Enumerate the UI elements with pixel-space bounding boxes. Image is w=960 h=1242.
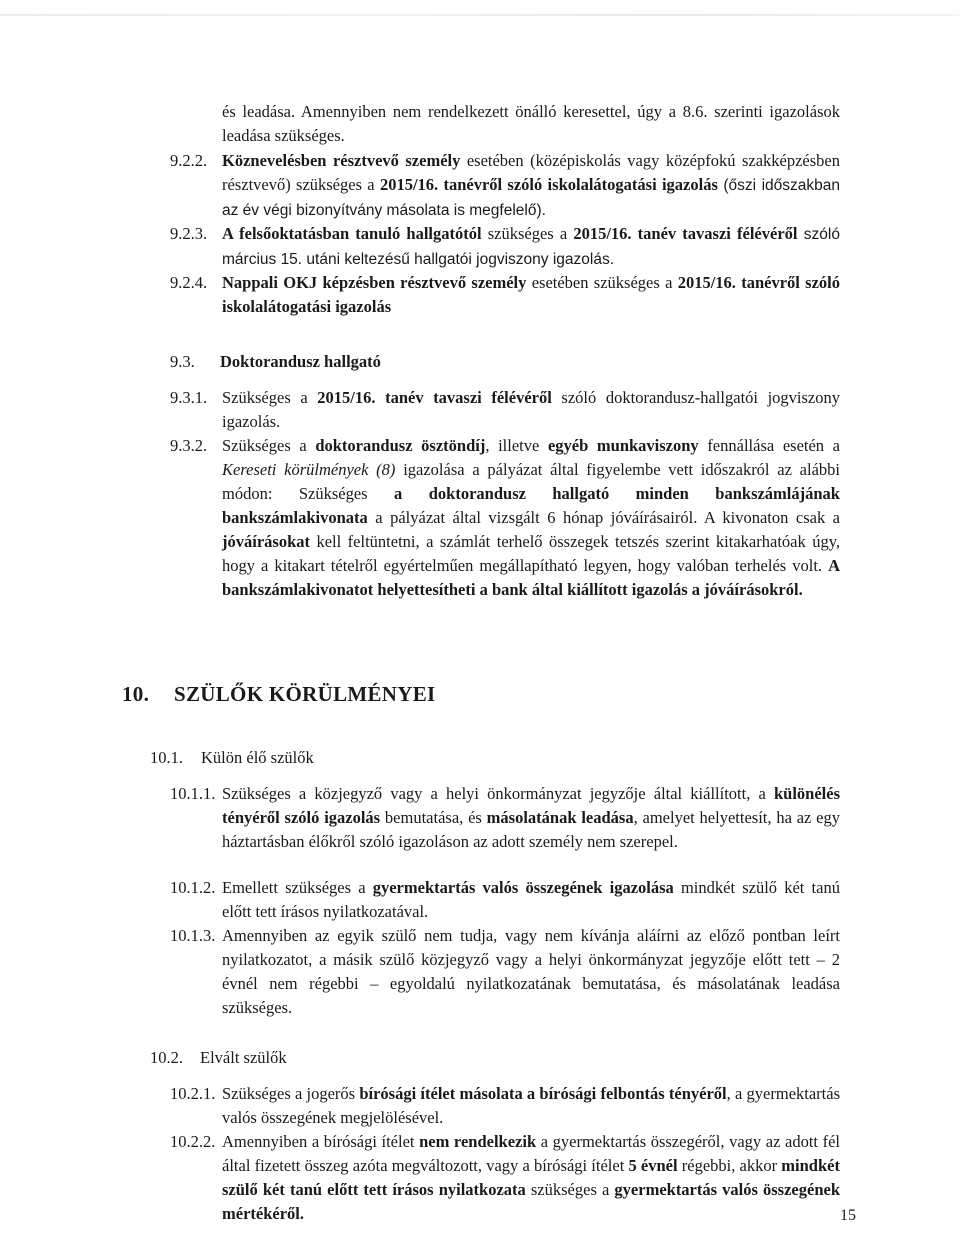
chapter-title: SZÜLŐK KÖRÜLMÉNYEI <box>174 682 436 706</box>
paragraph-continuation: és leadása. Amennyiben nem rendelkezett önálló keresettel, úgy a 8.6. szerinti igazolások leadása szükséges. <box>222 102 840 145</box>
section-number: 10.2. <box>150 1048 183 1067</box>
section-number: 9.3. <box>170 352 195 371</box>
item-text: Emellett szükséges a gyermektartás valós összegének igazolása mindkét szülő két tanú előtt tett írásos nyilatkozatával. <box>222 878 840 921</box>
item-number: 9.2.4. <box>170 273 208 292</box>
section-number: 10.1. <box>150 748 183 767</box>
item-10-2-1 <box>170 1082 840 1130</box>
item-text: Amennyiben a bírósági ítélet nem rendelkezik a gyermektartás összegéről, vagy az adott fél által fizetett összeg azóta megváltozott, vagy a bírósági ítélet 5 évnél régebbi, akkor mindkét szülő két tanú előtt tett írásos nyilatkozata szükséges a gyermektartás valós összegének mértékéről. <box>222 1132 841 1223</box>
item-text: Amennyiben az egyik szülő nem tudja, vagy nem kívánja aláírni az előző pontban leírt nyilatkozatot, a másik szülő közjegyző vagy a helyi önkormányzat jegyzője előtt tett – 2 évnél nem régebbi – egyoldalú nyilatkozatának bemutatása, és másolatának leadása szükséges. <box>222 926 840 1017</box>
item-number: 9.2.3. <box>170 224 208 243</box>
item-9-2-4 <box>170 271 840 319</box>
section-10-1-heading <box>150 746 314 770</box>
item-10-1-1 <box>170 782 840 854</box>
item-text: Szükséges a doktorandusz ösztöndíj, illetve egyéb munkaviszony fennállása esetén a Kereseti körülmények (8) igazolása a pályázat által figyelembe vett időszakról az alábbi módon: Szükséges a doktorandusz hallgató minden bankszámlájának bankszámlakivonata a pályázat által vizsgált 6 hónap jóváírásairól. A kivonaton csak a jóváírásokat kell feltüntetni, a számlát terhelő összegek tetszés szerint kitakarhatóak úgy, hogy a kitakart tételről egyértelműen megállapítható legyen, hogy valóban terhelés volt. A bankszámlakivonatot helyettesítheti a bank által kiállított igazolás a jóváírásokról. <box>222 436 840 599</box>
item-9-2-3 <box>170 222 840 272</box>
item-text: Köznevelésben résztvevő személy esetében (középiskolás vagy középfokú szakképzésben résztvevő) szükséges a 2015/16. tanévről szóló iskolalátogatási igazolás (őszi időszakban az év végi bizonyítvány másolata is megfelelő). <box>222 151 840 219</box>
chapter-10-heading <box>122 682 436 706</box>
section-title: Doktorandusz hallgató <box>220 352 381 371</box>
item-9-3-2 <box>170 434 840 602</box>
section-title: Külön élő szülők <box>201 748 314 767</box>
item-number: 10.1.3. <box>170 926 216 945</box>
item-10-1-2 <box>170 876 840 924</box>
item-9-2-2 <box>170 149 840 223</box>
item-9-3-1 <box>170 386 840 434</box>
scan-edge-artifact <box>0 14 960 16</box>
item-text: Szükséges a jogerős bírósági ítélet másolata a bírósági felbontás tényéről, a gyermektartás valós összegének megjelölésével. <box>222 1084 840 1127</box>
item-number: 10.2.2. <box>170 1132 216 1151</box>
section-10-2-heading <box>150 1046 287 1070</box>
item-10-1-3 <box>170 924 840 1020</box>
item-number: 9.3.1. <box>170 388 208 407</box>
item-number: 10.2.1. <box>170 1084 216 1103</box>
section-9-3-heading <box>170 350 381 374</box>
item-number: 9.2.2. <box>170 151 208 170</box>
item-number: 10.1.2. <box>170 878 216 897</box>
section-title: Elvált szülők <box>200 1048 287 1067</box>
item-10-2-2 <box>170 1130 840 1226</box>
item-text: Nappali OKJ képzésben résztvevő személy esetében szükséges a 2015/16. tanévről szóló iskolalátogatási igazolás <box>222 273 840 316</box>
page-number: 15 <box>840 1207 856 1224</box>
item-text: A felsőoktatásban tanuló hallgatótól szükséges a 2015/16. tanév tavaszi félévéről szóló március 15. utáni keltezésű hallgatói jogviszony igazolás. <box>222 224 840 268</box>
item-text: Szükséges a 2015/16. tanév tavaszi félévéről szóló doktorandusz-hallgatói jogviszony igazolás. <box>222 388 841 431</box>
item-number: 9.3.2. <box>170 436 208 455</box>
item-text: Szükséges a közjegyző vagy a helyi önkormányzat jegyzője által kiállított, a különélés tényéről szóló igazolás bemutatása, és másolatának leadása, amelyet helyettesít, ha az egy háztartásban élőkről szóló igazoláson az adott személy nem szerepel. <box>222 784 840 851</box>
item-number: 10.1.1. <box>170 784 216 803</box>
chapter-number: 10. <box>122 682 150 706</box>
